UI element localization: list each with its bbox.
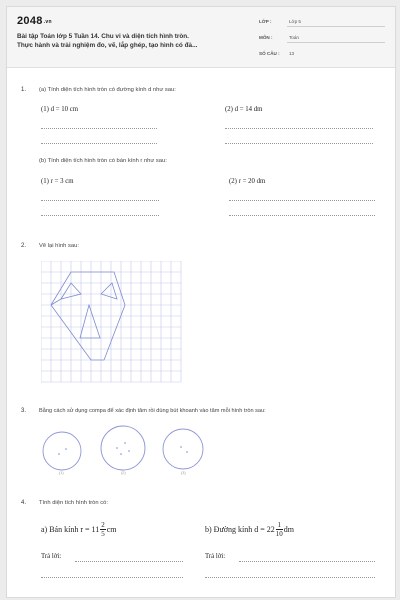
answer-label-4b: Trả lời:	[205, 553, 226, 560]
question-4-number: 4.	[21, 500, 27, 506]
question-1b-item-1: (1) r = 3 cm	[41, 178, 74, 185]
random-points	[58, 442, 188, 455]
question-3-prompt: Bằng cách sử dụng compa để xác định tâm rồi dùng bút khoanh vào tâm mỗi hình tròn sau:	[39, 408, 266, 414]
circle-caption-1: (1)	[59, 471, 64, 475]
circle-caption-3: (3)	[181, 471, 186, 475]
worksheet-page	[6, 6, 396, 598]
answer-label-4a: Trả lời:	[41, 553, 62, 560]
circle-3	[163, 429, 203, 469]
answer-line[interactable]	[41, 577, 183, 578]
question-1b-prompt: (b) Tính diện tích hình tròn có bán kính r như sau:	[39, 158, 167, 164]
answer-line[interactable]	[41, 143, 157, 144]
fraction-4a: $\frac{2}{5}$	[101, 521, 105, 538]
worksheet-title	[17, 32, 257, 50]
question-4b-expression: b) Đường kính d = 22 $\frac{1}{10}$ dm	[205, 521, 294, 538]
question-1a-item-2: (2) d = 14 dm	[225, 106, 263, 113]
answer-line[interactable]	[225, 128, 373, 129]
question-1a-prompt: (a) Tính diện tích hình tròn có đường kính d như sau:	[39, 87, 176, 93]
question-2-prompt: Vẽ lại hình sau:	[39, 243, 79, 249]
answer-line[interactable]	[239, 561, 375, 562]
question-1a-item-1: (1) d = 10 cm	[41, 106, 79, 113]
question-2-number: 2.	[21, 243, 27, 249]
answer-line[interactable]	[75, 561, 183, 562]
drawing-grid-figure	[41, 261, 189, 383]
answer-line[interactable]	[41, 215, 159, 216]
title-line-1: Bài tập Toán lớp 5 Tuần 14. Chu vi và diện tích hình tròn.	[17, 33, 189, 40]
answer-line[interactable]	[229, 200, 375, 201]
answer-line[interactable]	[205, 577, 375, 578]
grid-lines	[41, 261, 181, 382]
answer-line[interactable]	[225, 143, 373, 144]
answer-line[interactable]	[41, 200, 159, 201]
question-4-prompt: Tính diện tích hình tròn có:	[39, 500, 108, 506]
answer-line[interactable]	[41, 128, 157, 129]
circle-caption-2: (2)	[121, 471, 126, 475]
question-3-number: 3.	[21, 408, 27, 414]
circle-1	[43, 432, 81, 470]
question-1b-item-2: (2) r = 20 dm	[229, 178, 266, 185]
right-eye	[101, 283, 117, 299]
fraction-4b: $\frac{1}{10}$	[275, 521, 283, 538]
worksheet-header: $2048^{.vn}$ Bài tập Toán lớp 5 Tuần 14. Chu vi và diện tích hình tròn. Thực hành và trải nghiệm đo, vẽ, lắp ghép, tạo hình có đả... LỚP : Lớp 5 MÔN : Toán SỐ CÂU : 13	[7, 7, 395, 68]
title-line-2: Thực hành và trải nghiệm đo, vẽ, lắp ghép, tạo hình có đả...	[17, 42, 198, 49]
answer-line[interactable]	[229, 215, 375, 216]
site-logo[interactable]: $2048^{.vn}$	[17, 15, 52, 27]
question-1-number: 1.	[21, 87, 27, 93]
circle-2	[101, 426, 145, 470]
question-4a-expression: a) Bán kính r = 11 $\frac{2}{5}$ cm	[41, 521, 117, 538]
nose	[80, 305, 100, 338]
